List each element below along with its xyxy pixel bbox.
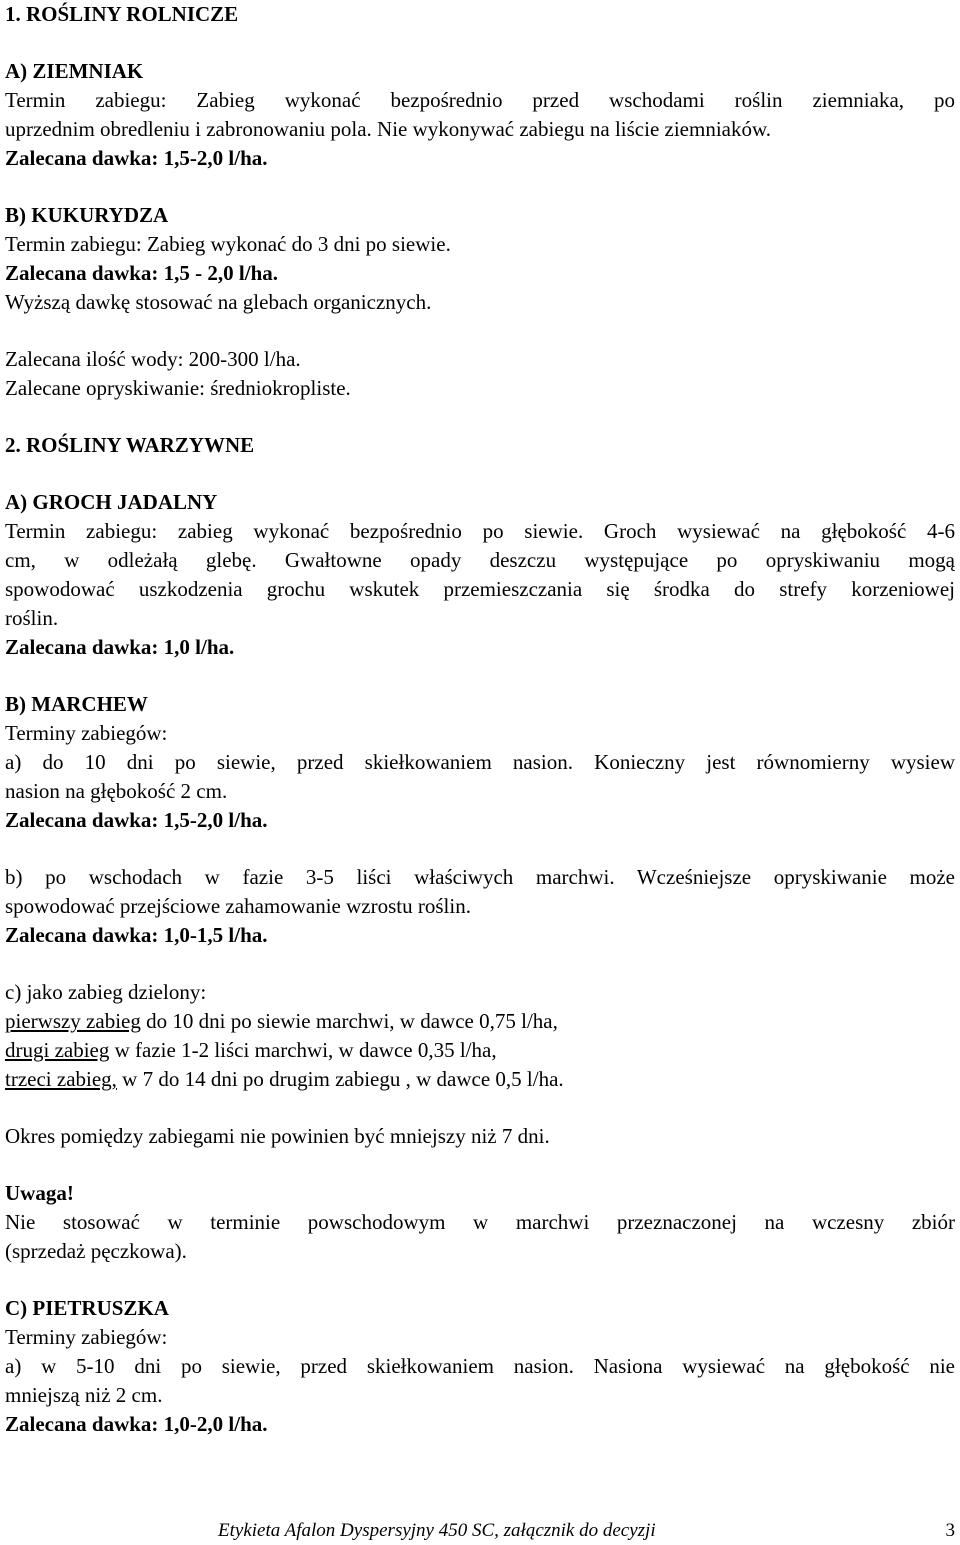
- footer-label: Etykieta Afalon Dyspersyjny 450 SC, załącznik do decyzji: [218, 1520, 656, 1541]
- second-treatment-text: w fazie 1-2 liści marchwi, w dawce 0,35 l/ha,: [109, 1038, 497, 1062]
- document-page: [5, 0, 955, 1439]
- section-heading-agricultural: 1. ROŚLINY ROLNICZE: [5, 2, 239, 26]
- water-amount: Zalecana ilość wody: 200-300 l/ha.: [5, 347, 301, 371]
- spacer: [5, 950, 955, 978]
- maize-term: Termin zabiegu: Zabieg wykonać do 3 dni po siewie.: [5, 232, 451, 256]
- page-number: 3: [945, 1520, 955, 1541]
- spacer: [5, 403, 955, 431]
- pea-dose: Zalecana dawka: 1,0 l/ha.: [5, 635, 235, 659]
- page-footer: [0, 1519, 955, 1545]
- spacer: [5, 29, 955, 57]
- spray-type: Zalecane opryskiwanie: średniokropliste.: [5, 376, 351, 400]
- warning-line-2: (sprzedaż pęczkowa).: [5, 1239, 187, 1263]
- pea-term-line-4: roślin.: [5, 606, 59, 630]
- carrot-b-dose: Zalecana dawka: 1,0-1,5 l/ha.: [5, 923, 268, 947]
- carrot-a-line-1: a) do 10 dni po siewie, przed skiełkowaniem nasion. Konieczny jest równomierny wysiew: [5, 750, 955, 774]
- third-treatment-text: w 7 do 14 dni po drugim zabiegu , w dawce 0,5 l/ha.: [116, 1067, 564, 1091]
- spacer: [5, 173, 955, 201]
- parsley-dose: Zalecana dawka: 1,0-2,0 l/ha.: [5, 1412, 268, 1436]
- parsley-terms-label: Terminy zabiegów:: [5, 1325, 168, 1349]
- carrot-c-second: [5, 1036, 955, 1065]
- potato-term-line-1: Termin zabiegu: Zabieg wykonać bezpośrednio przed wschodami roślin ziemniaka, po: [5, 88, 955, 112]
- parsley-a-line-1: a) w 5-10 dni po siewie, przed skiełkowaniem nasion. Nasiona wysiewać na głębokość nie: [5, 1354, 955, 1378]
- carrot-c-intro: c) jako zabieg dzielony:: [5, 980, 207, 1004]
- carrot-b-line-2: spowodować przejściowe zahamowanie wzrostu roślin.: [5, 894, 471, 918]
- first-treatment-label: pierwszy zabieg: [5, 1009, 141, 1033]
- carrot-a-line-2: nasion na głębokość 2 cm.: [5, 779, 228, 803]
- parsley-a-line-2: mniejszą niż 2 cm.: [5, 1383, 163, 1407]
- pea-term-line-2: cm, w odleżałą glebę. Gwałtowne opady deszczu występujące po opryskiwaniu mogą: [5, 548, 955, 572]
- crop-title-parsley: C) PIETRUSZKA: [5, 1296, 169, 1320]
- carrot-b-line-1: b) po wschodach w fazie 3-5 liści właściwych marchwi. Wcześniejsze opryskiwanie może: [5, 865, 955, 889]
- crop-title-carrot: B) MARCHEW: [5, 692, 148, 716]
- crop-title-maize: B) KUKURYDZA: [5, 203, 169, 227]
- crop-title-pea: A) GROCH JADALNY: [5, 490, 218, 514]
- second-treatment-label: drugi zabieg: [5, 1038, 110, 1062]
- third-treatment-label: trzeci zabieg,: [5, 1067, 117, 1091]
- treatment-interval: Okres pomiędzy zabiegami nie powinien być mniejszy niż 7 dni.: [5, 1124, 550, 1148]
- warning-title: Uwaga!: [5, 1181, 74, 1205]
- spacer: [5, 317, 955, 345]
- maize-dose: Zalecana dawka: 1,5 - 2,0 l/ha.: [5, 261, 279, 285]
- carrot-terms-label: Terminy zabiegów:: [5, 721, 168, 745]
- spacer: [5, 662, 955, 690]
- pea-term-line-3: spowodować uszkodzenia grochu wskutek przemieszczania się środka do strefy korzeniowej: [5, 577, 955, 601]
- spacer: [5, 1094, 955, 1122]
- spacer: [5, 460, 955, 488]
- maize-note: Wyższą dawkę stosować na glebach organicznych.: [5, 290, 432, 314]
- spacer: [5, 1266, 955, 1294]
- first-treatment-text: do 10 dni po siewie marchwi, w dawce 0,75 l/ha,: [140, 1009, 558, 1033]
- warning-line-1: Nie stosować w terminie powschodowym w marchwi przeznaczonej na wczesny zbiór: [5, 1210, 955, 1234]
- carrot-a-dose: Zalecana dawka: 1,5-2,0 l/ha.: [5, 808, 268, 832]
- section-heading-vegetables: 2. ROŚLINY WARZYWNE: [5, 433, 255, 457]
- spacer: [5, 1151, 955, 1179]
- carrot-c-third: [5, 1065, 955, 1094]
- potato-term-line-2: uprzednim obredleniu i zabronowaniu pola. Nie wykonywać zabiegu na liście ziemniaków.: [5, 117, 772, 141]
- crop-title-potato: A) ZIEMNIAK: [5, 59, 144, 83]
- pea-term-line-1: Termin zabiegu: zabieg wykonać bezpośrednio po siewie. Groch wysiewać na głębokość 4-6: [5, 519, 955, 543]
- potato-dose: Zalecana dawka: 1,5-2,0 l/ha.: [5, 146, 268, 170]
- carrot-c-first: [5, 1007, 955, 1036]
- spacer: [5, 835, 955, 863]
